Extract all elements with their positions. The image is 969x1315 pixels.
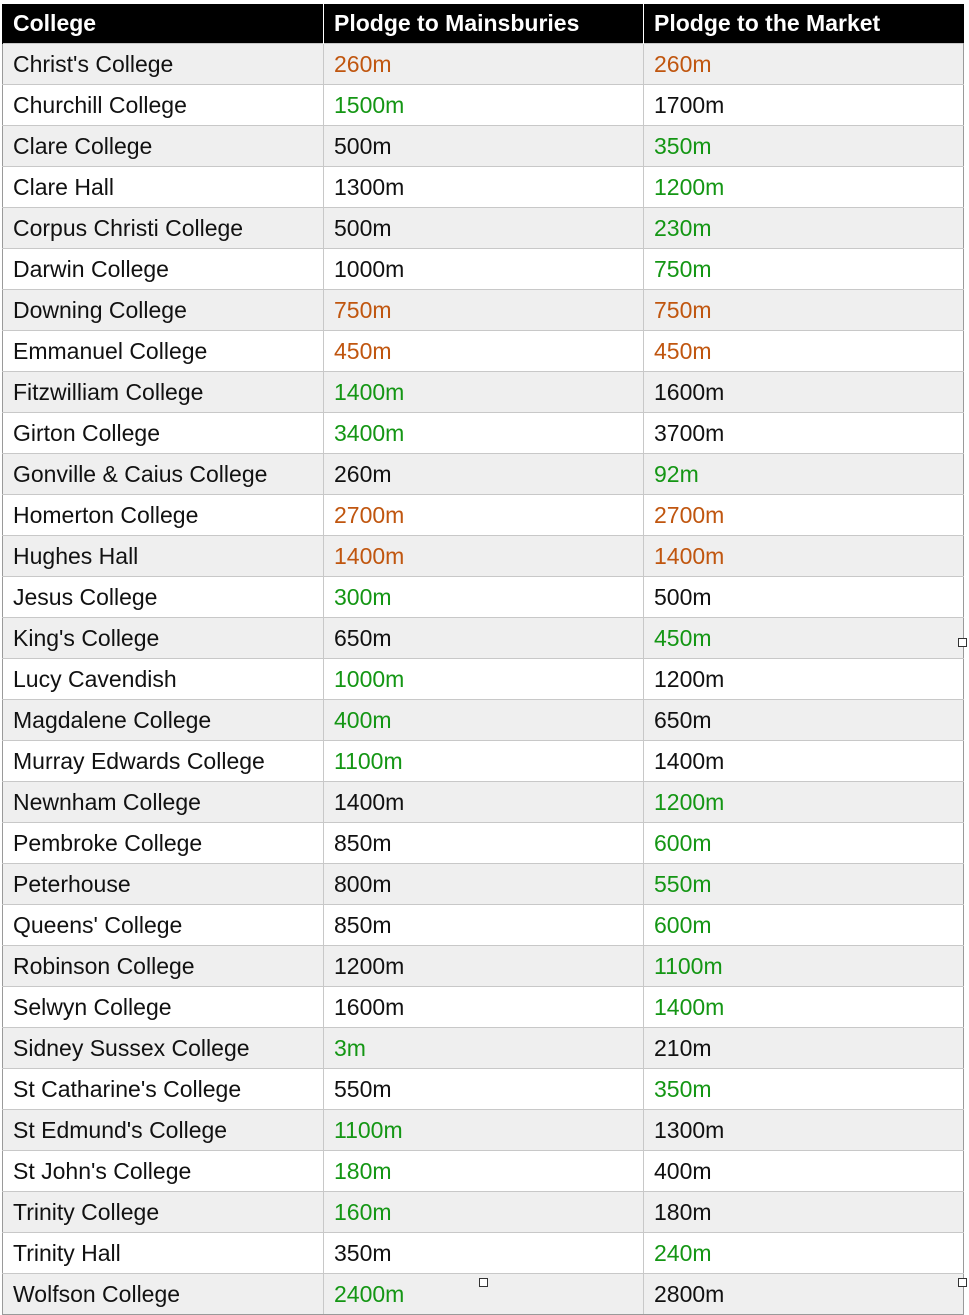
college-cell: Gonville & Caius College [3, 454, 324, 495]
mainsburies-distance-cell: 3400m [324, 413, 644, 454]
college-cell: Magdalene College [3, 700, 324, 741]
mainsburies-distance-cell: 1400m [324, 372, 644, 413]
mainsburies-distance-cell: 1100m [324, 741, 644, 782]
resize-handle-right[interactable] [958, 638, 967, 647]
college-cell: Downing College [3, 290, 324, 331]
college-cell: Robinson College [3, 946, 324, 987]
market-distance-cell: 650m [644, 700, 964, 741]
college-cell: Newnham College [3, 782, 324, 823]
market-distance-cell: 600m [644, 823, 964, 864]
table-row [3, 290, 964, 331]
resize-handle-corner[interactable] [958, 1278, 967, 1287]
mainsburies-distance-cell: 650m [324, 618, 644, 659]
market-distance-cell: 1200m [644, 782, 964, 823]
table-row [3, 208, 964, 249]
mainsburies-distance-cell: 400m [324, 700, 644, 741]
market-distance-cell: 1400m [644, 536, 964, 577]
table-row [3, 126, 964, 167]
mainsburies-distance-cell: 260m [324, 454, 644, 495]
table-row [3, 1028, 964, 1069]
college-cell: Corpus Christi College [3, 208, 324, 249]
resize-handle-bottom[interactable] [479, 1278, 488, 1287]
college-cell: Selwyn College [3, 987, 324, 1028]
market-distance-cell: 1600m [644, 372, 964, 413]
table-row [3, 987, 964, 1028]
mainsburies-distance-cell: 1300m [324, 167, 644, 208]
market-distance-cell: 450m [644, 618, 964, 659]
college-cell: Sidney Sussex College [3, 1028, 324, 1069]
table-row [3, 454, 964, 495]
mainsburies-distance-cell: 180m [324, 1151, 644, 1192]
mainsburies-distance-cell: 850m [324, 905, 644, 946]
mainsburies-distance-cell: 1000m [324, 249, 644, 290]
table-row [3, 741, 964, 782]
table-row [3, 700, 964, 741]
market-distance-cell: 1100m [644, 946, 964, 987]
mainsburies-distance-cell: 500m [324, 126, 644, 167]
college-cell: Christ's College [3, 44, 324, 85]
mainsburies-distance-cell: 2400m [324, 1274, 644, 1315]
college-cell: Wolfson College [3, 1274, 324, 1315]
mainsburies-distance-cell: 1100m [324, 1110, 644, 1151]
market-distance-cell: 600m [644, 905, 964, 946]
table-row [3, 1069, 964, 1110]
table-row [3, 782, 964, 823]
table-row [3, 823, 964, 864]
mainsburies-distance-cell: 500m [324, 208, 644, 249]
mainsburies-distance-cell: 3m [324, 1028, 644, 1069]
table-row [3, 1192, 964, 1233]
market-distance-cell: 450m [644, 331, 964, 372]
table-row [3, 905, 964, 946]
table-row [3, 167, 964, 208]
mainsburies-distance-cell: 550m [324, 1069, 644, 1110]
table-row [3, 536, 964, 577]
distance-table [2, 4, 964, 1315]
table-row [3, 249, 964, 290]
mainsburies-distance-cell: 450m [324, 331, 644, 372]
table-row [3, 577, 964, 618]
college-cell: Hughes Hall [3, 536, 324, 577]
header-college: College [3, 4, 324, 44]
market-distance-cell: 240m [644, 1233, 964, 1274]
market-distance-cell: 550m [644, 864, 964, 905]
market-distance-cell: 750m [644, 249, 964, 290]
mainsburies-distance-cell: 850m [324, 823, 644, 864]
college-cell: Murray Edwards College [3, 741, 324, 782]
mainsburies-distance-cell: 1600m [324, 987, 644, 1028]
market-distance-cell: 92m [644, 454, 964, 495]
mainsburies-distance-cell: 350m [324, 1233, 644, 1274]
table-row [3, 659, 964, 700]
table-row [3, 413, 964, 454]
market-distance-cell: 2700m [644, 495, 964, 536]
college-cell: Lucy Cavendish [3, 659, 324, 700]
college-cell: King's College [3, 618, 324, 659]
market-distance-cell: 500m [644, 577, 964, 618]
college-cell: Girton College [3, 413, 324, 454]
market-distance-cell: 750m [644, 290, 964, 331]
market-distance-cell: 1700m [644, 85, 964, 126]
table-row [3, 372, 964, 413]
table-row [3, 864, 964, 905]
college-cell: Queens' College [3, 905, 324, 946]
college-cell: Pembroke College [3, 823, 324, 864]
table-row [3, 44, 964, 85]
mainsburies-distance-cell: 1200m [324, 946, 644, 987]
market-distance-cell: 180m [644, 1192, 964, 1233]
table-row [3, 1110, 964, 1151]
mainsburies-distance-cell: 800m [324, 864, 644, 905]
table-row [3, 618, 964, 659]
market-distance-cell: 400m [644, 1151, 964, 1192]
market-distance-cell: 1300m [644, 1110, 964, 1151]
header-plodge-to-market: Plodge to the Market [644, 4, 964, 44]
table-row [3, 946, 964, 987]
market-distance-cell: 3700m [644, 413, 964, 454]
college-cell: Clare Hall [3, 167, 324, 208]
college-cell: Peterhouse [3, 864, 324, 905]
college-cell: Homerton College [3, 495, 324, 536]
mainsburies-distance-cell: 750m [324, 290, 644, 331]
mainsburies-distance-cell: 1500m [324, 85, 644, 126]
table-body [3, 44, 964, 1315]
mainsburies-distance-cell: 1000m [324, 659, 644, 700]
market-distance-cell: 350m [644, 126, 964, 167]
header-row [3, 4, 964, 44]
college-cell: Darwin College [3, 249, 324, 290]
college-cell: St John's College [3, 1151, 324, 1192]
market-distance-cell: 1400m [644, 987, 964, 1028]
mainsburies-distance-cell: 2700m [324, 495, 644, 536]
college-cell: St Edmund's College [3, 1110, 324, 1151]
header-plodge-to-mainsburies: Plodge to Mainsburies [324, 4, 644, 44]
mainsburies-distance-cell: 160m [324, 1192, 644, 1233]
college-cell: Churchill College [3, 85, 324, 126]
college-cell: Clare College [3, 126, 324, 167]
table-row [3, 495, 964, 536]
market-distance-cell: 350m [644, 1069, 964, 1110]
table-row [3, 1151, 964, 1192]
college-cell: Emmanuel College [3, 331, 324, 372]
college-cell: St Catharine's College [3, 1069, 324, 1110]
college-cell: Trinity Hall [3, 1233, 324, 1274]
market-distance-cell: 1200m [644, 659, 964, 700]
college-cell: Fitzwilliam College [3, 372, 324, 413]
mainsburies-distance-cell: 1400m [324, 536, 644, 577]
mainsburies-distance-cell: 260m [324, 44, 644, 85]
college-cell: Jesus College [3, 577, 324, 618]
market-distance-cell: 230m [644, 208, 964, 249]
market-distance-cell: 210m [644, 1028, 964, 1069]
market-distance-cell: 1200m [644, 167, 964, 208]
mainsburies-distance-cell: 1400m [324, 782, 644, 823]
college-cell: Trinity College [3, 1192, 324, 1233]
market-distance-cell: 260m [644, 44, 964, 85]
table-row [3, 331, 964, 372]
mainsburies-distance-cell: 300m [324, 577, 644, 618]
table-row [3, 85, 964, 126]
market-distance-cell: 2800m [644, 1274, 964, 1315]
table-header [3, 4, 964, 44]
market-distance-cell: 1400m [644, 741, 964, 782]
table-row [3, 1233, 964, 1274]
